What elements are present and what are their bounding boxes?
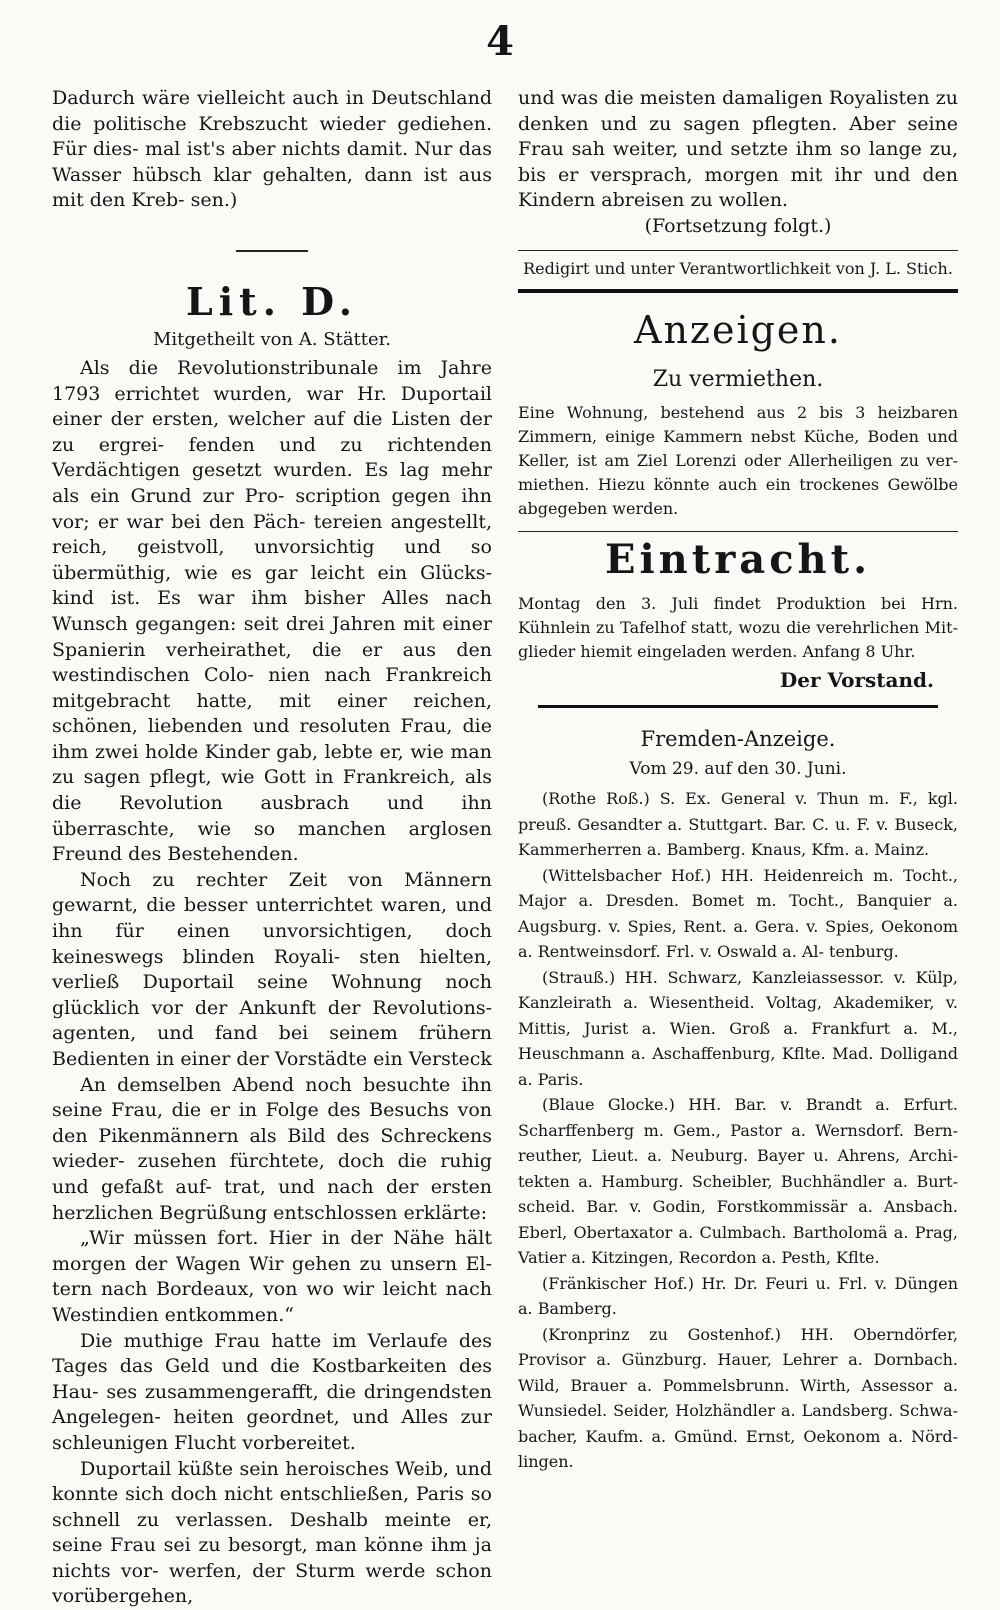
list-item: (Wittelsbacher Hof.) HH. Heidenreich m. Tocht., Major a. Dresden. Bomet m. Tocht., Banquier a. Augsburg. v. Spies, Rent. a. Gera. v. Spies, Oekonom a. Rentweinsdorf. Frl. v. Oswald a. Al- tenburg. [518, 863, 958, 965]
byline: Mitgetheilt von A. Stätter. [52, 328, 492, 352]
list-item: (Kronprinz zu Gostenhof.) HH. Oberndörfer, Provisor a. Günzburg. Hauer, Lehrer a. Dornbach. Wild, Brauer a. Pommelsbrunn. Wirth, Assessor a. Wunsiedel. Seider, Holzhändler a. Landsberg. Schwa- bacher, Kaufm. a. Gmünd. Ernst, Oekonom a. Nörd- lingen. [518, 1322, 958, 1475]
story-paragraph: Die muthige Frau hatte im Verlaufe des Tages das Geld und die Kostbarkeiten des Hau- ses zusammengerafft, die dringendsten Angelegen- heiten geordnet, und Alles zur schleunigen Flucht vorbereitet. [52, 1329, 492, 1457]
story-paragraph: Als die Revolutionstribunale im Jahre 1793 errichtet wurden, war Hr. Duportail einer der ersten, welcher auf die Listen der zu ergrei- fenden und zu richtenden Verdächtigen gesetzt wurden. Es lag mehr als ein Grund zur Pro- scription gegen ihn vor; er war bei den Päch- tereien angestellt, reich, geistvoll, unvorsichtig und so übermüthig, wie es gar leicht ein Glücks- kind ist. Es war ihm bisher Alles nach Wunsch gegangen: seit drei Jahren mit einer Spanierin verheirathet, die er aus den westindischen Colo- nien nach Frankreich mitgebracht hatte, mit einer reichen, schönen, liebenden und resoluten Frau, die ihm zwei holde Kinder gab, lebte er, wie man zu sagen pflegt, wie Gott in Frankreich, als die Revolution ausbrach und ihn überraschte, wie so manchen arglosen Freund des Bestehenden. [52, 356, 492, 868]
list-item: (Blaue Glocke.) HH. Bar. v. Brandt a. Erfurt. Scharffenberg m. Gem., Pastor a. Wernsdorf. Bern- reuther, Lieut. a. Neuburg. Bayer u. Ahrens, Archi- tekten a. Hamburg. Scheibler, Buchhändler a. Burt- scheid. Bar. v. Godin, Forstkommissär a. Ansbach. Eberl, Obertaxator a. Culmbach. Bartholomä a. Prag, Vatier a. Kitzingen, Recordon a. Pesth, Kflte. [518, 1092, 958, 1271]
list-item: (Rothe Roß.) S. Ex. General v. Thun m. F., kgl. preuß. Gesandter a. Stuttgart. Bar. C. u. F. v. Buseck, Kammerherren a. Bamberg. Knaus, Kfm. a. Mainz. [518, 786, 958, 863]
heavy-divider [538, 705, 938, 708]
ads-title: Anzeigen. [518, 309, 958, 351]
divider [518, 250, 958, 251]
left-column [52, 86, 492, 1610]
eintracht-signature: Der Vorstand. [518, 668, 958, 694]
heavy-divider [518, 289, 958, 293]
to-be-continued: (Fortsetzung folgt.) [518, 214, 958, 240]
foreigners-title: Fremden-Anzeige. [518, 724, 958, 754]
rent-title: Zu vermiethen. [518, 365, 958, 395]
story-paragraph: Duportail küßte sein heroisches Weib, und konnte sich doch nicht entschließen, Paris so schnell zu verlassen. Deshalb meinte er, seine Frau sei zu besorgt, man könne ihm ja nichts vor- werfen, der Sturm werde schon vorübergehen, [52, 1457, 492, 1610]
list-item: (Strauß.) HH. Schwarz, Kanzleiassessor. v. Külp, Kanzleirath a. Wiesentheid. Voltag, Akademiker, v. Mittis, Jurist a. Wien. Groß a. Frankfurt a. M., Heuschmann a. Aschaffenburg, Kflte. Mad. Dolligand a. Paris. [518, 965, 958, 1093]
intro-paragraph: Dadurch wäre vielleicht auch in Deutschland die politische Krebszucht wieder gediehen. Für dies- mal ist's aber nichts damit. Nur das Wasser hübsch klar gehalten, dann ist aus mit den Kreb- sen.) [52, 86, 492, 214]
rent-text: Eine Wohnung, bestehend aus 2 bis 3 heizbaren Zimmern, einige Kammern nebst Küche, Boden und Keller, ist am Ziel Lorenzi oder Allerheiligen zu ver- miethen. Hiezu könnte auch ein trockenes Gewölbe abgegeben werden. [518, 401, 958, 521]
eintracht-text: Montag den 3. Juli findet Produktion bei Hrn. Kühnlein zu Tafelhof statt, wozu die verehrlichen Mit- glieder hiemit eingeladen werden. Anfang 8 Uhr. [518, 592, 958, 664]
continuation-paragraph: und was die meisten damaligen Royalisten zu denken und zu sagen pflegten. Aber seine Frau sah weiter, und setzte ihm so lange zu, bis er versprach, morgen mit ihr und den Kindern abreisen zu wollen. [518, 86, 958, 214]
foreigners-date: Vom 29. auf den 30. Juni. [518, 756, 958, 782]
eintracht-title: Eintracht. [518, 538, 958, 582]
right-column [518, 86, 958, 1475]
section-divider [236, 250, 308, 252]
list-item: (Fränkischer Hof.) Hr. Dr. Feuri u. Frl. v. Düngen a. Bamberg. [518, 1271, 958, 1322]
story-paragraph: Noch zu rechter Zeit von Männern gewarnt, die besser unterrichtet waren, und ihn für einen unvorsichtigen, doch keineswegs blinden Royali- sten hielten, verließ Duportail seine Wohnung noch glücklich vor der Ankunft der Revolutions- agenten, und fand bei seinem frühern Bedienten in einer der Vorstädte ein Versteck [52, 868, 492, 1073]
story-paragraph: „Wir müssen fort. Hier in der Nähe hält morgen der Wagen Wir gehen zu unsern El- tern nach Bordeaux, von wo wir leicht nach Westindien entkommen.“ [52, 1226, 492, 1328]
story-paragraph: An demselben Abend noch besuchte ihn seine Frau, die er in Folge des Besuchs von den Pikenmännern als Bild des Schreckens wieder- zusehen fürchtete, doch die ruhig und gefaßt auf- trat, und nach der ersten herzlichen Begrüßung entschlossen erklärte: [52, 1073, 492, 1227]
page-number: 4 [0, 22, 1000, 62]
divider [518, 531, 958, 532]
editor-line: Redigirt und unter Verantwortlichkeit von J. L. Stich. [518, 257, 958, 281]
section-title: Lit. D. [52, 282, 492, 322]
